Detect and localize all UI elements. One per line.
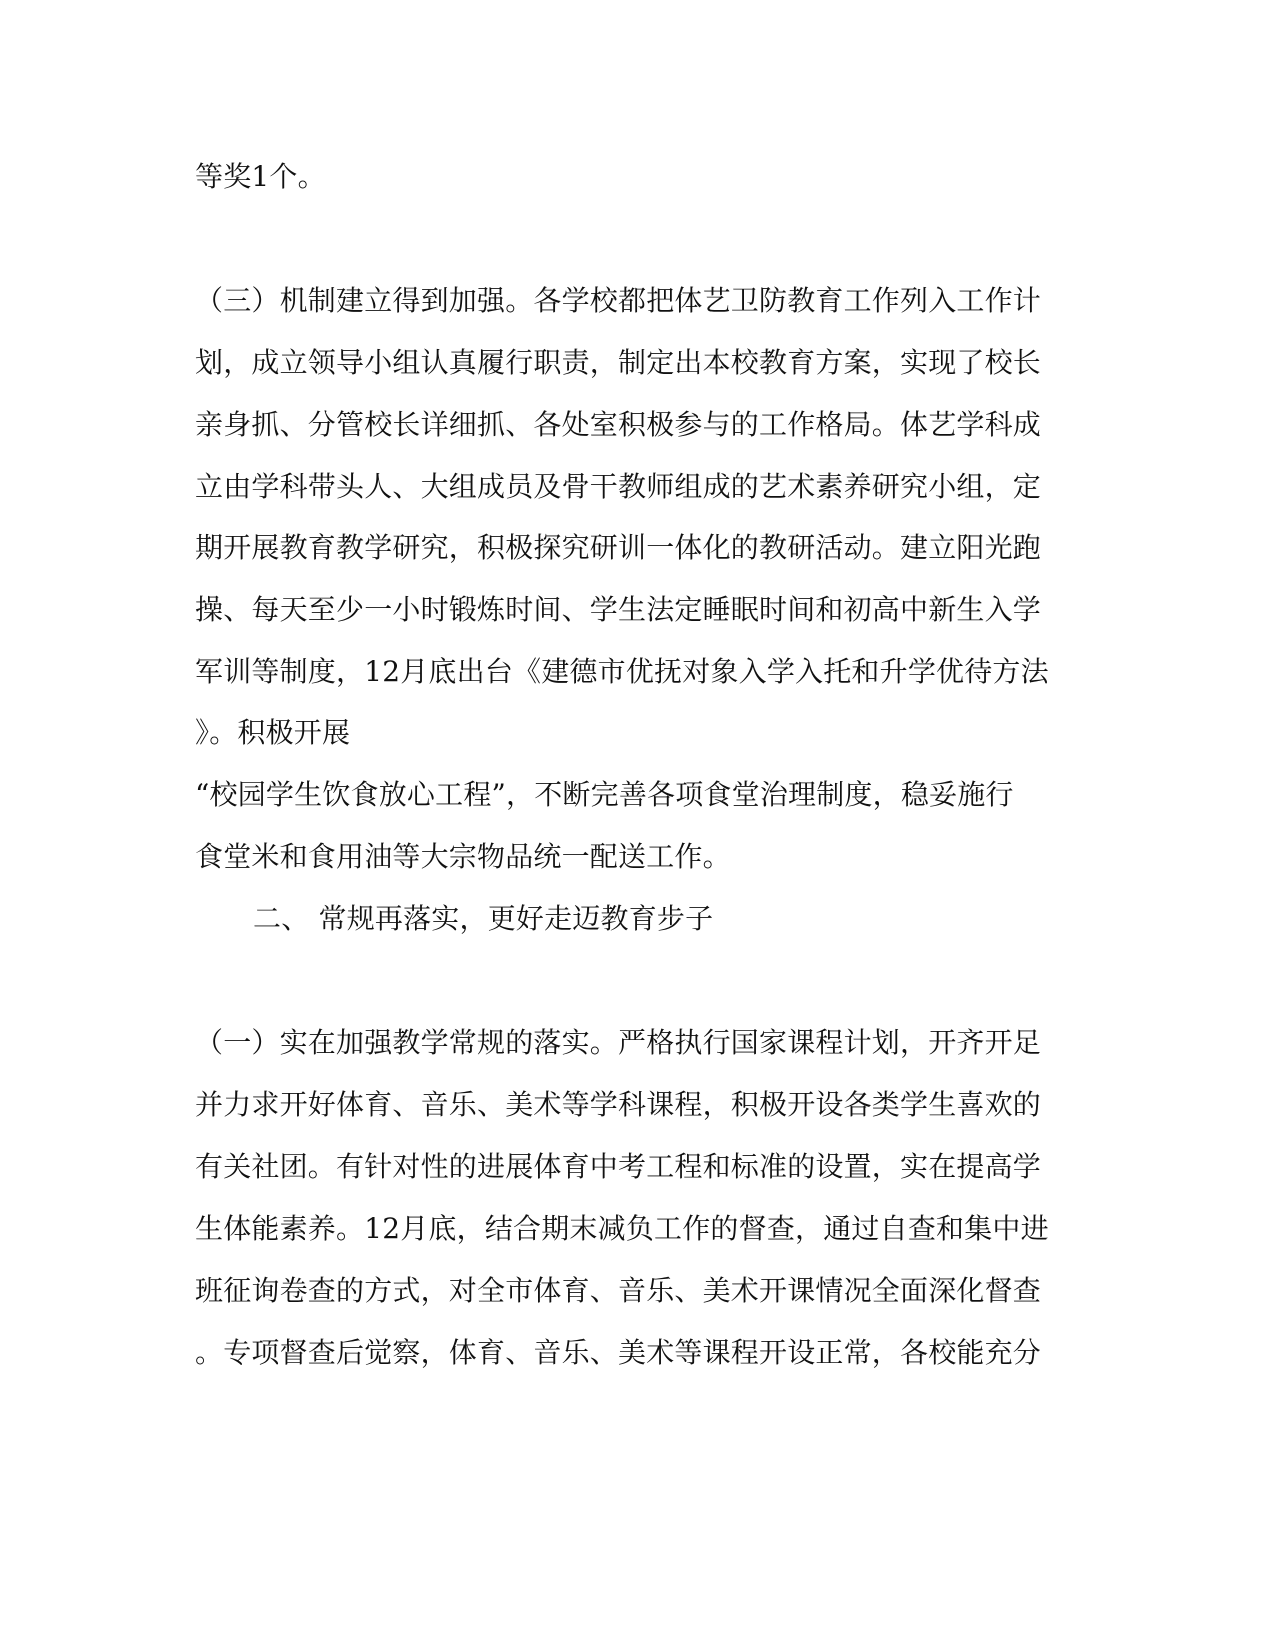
text-line-6: 期开展教育教学研究，积极探究研训一体化的教研活动。建立阳光跑	[195, 531, 1042, 564]
text-line-17: 。专项督查后觉察，体育、音乐、美术等课程开设正常，各校能充分	[195, 1336, 1042, 1369]
section-heading: 二、 常规再落实，更好走迈教育步子	[253, 902, 714, 935]
text-line-12: （一）实在加强教学常规的落实。严格执行国家课程计划，开齐开足	[195, 1026, 1042, 1059]
text-line-14: 有关社团。有针对性的进展体育中考工程和标准的设置，实在提高学	[195, 1150, 1042, 1183]
text-line-11: 食堂米和食用油等大宗物品统一配送工作。	[195, 840, 731, 873]
text-line-3: 划，成立领导小组认真履行职责，制定出本校教育方案，实现了校长	[195, 346, 1042, 379]
text-line-7: 操、每天至少一小时锻炼时间、学生法定睡眠时间和初高中新生入学	[195, 593, 1042, 626]
text-line-5: 立由学科带头人、大组成员及骨干教师组成的艺术素养研究小组，定	[195, 470, 1042, 503]
text-line-9: 》。积极开展	[195, 716, 351, 749]
text-line-13: 并力求开好体育、音乐、美术等学科课程，积极开设各类学生喜欢的	[195, 1088, 1042, 1121]
text-line-15: 生体能素养。12月底，结合期末减负工作的督查，通过自查和集中进	[195, 1212, 1049, 1245]
text-line-10: “校园学生饮食放心工程”，不断完善各项食堂治理制度，稳妥施行	[195, 778, 1014, 811]
text-line-4: 亲身抓、分管校长详细抓、各处室积极参与的工作格局。体艺学科成	[195, 408, 1042, 441]
text-line-16: 班征询卷查的方式，对全市体育、音乐、美术开课情况全面深化督查	[195, 1274, 1042, 1307]
text-line-1: 等奖1个。	[195, 160, 326, 193]
text-line-2: （三）机制建立得到加强。各学校都把体艺卫防教育工作列入工作计	[195, 284, 1042, 317]
text-line-8: 军训等制度，12月底出台《建德市优抚对象入学入托和升学优待方法	[195, 655, 1049, 688]
